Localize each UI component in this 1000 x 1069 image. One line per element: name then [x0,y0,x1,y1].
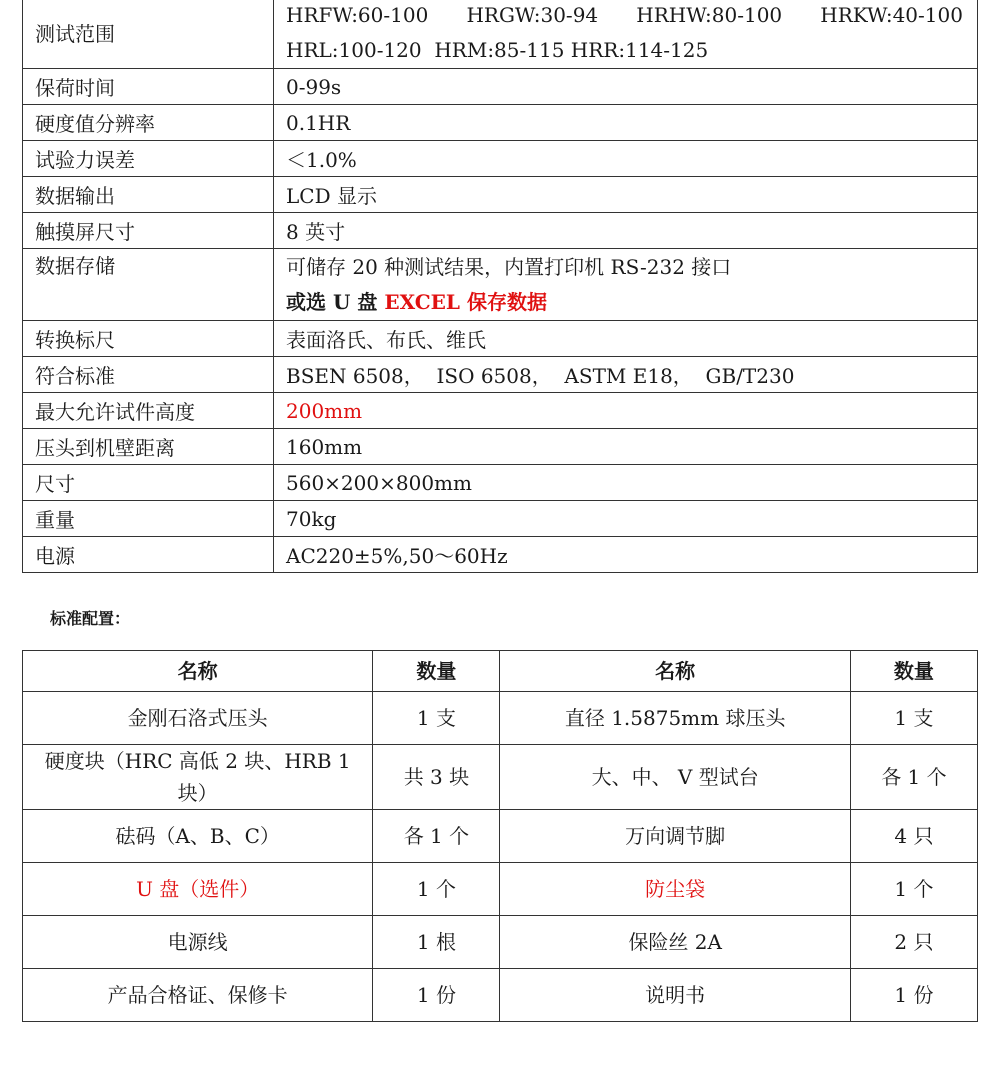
spec-label: 保荷时间 [23,69,274,105]
spec-value: ＜1.0% [274,141,978,177]
config-row [23,863,978,916]
item-name: 说明书 [500,969,850,1022]
spec-value [274,249,978,321]
item-qty: 共 3 块 [373,745,500,810]
spec-table [22,0,978,573]
spec-row [23,465,978,501]
spec-value: 8 英寸 [274,213,978,249]
spec-label: 最大允许试件高度 [23,393,274,429]
range-line-1 [286,0,977,33]
item-name: 大、中、 V 型试台 [500,745,850,810]
range-item: HRGW:30-94 [466,2,599,27]
spec-row [23,69,978,105]
range-item: HRFW:60-100 [286,2,429,27]
spec-row [23,537,978,573]
spec-value: BSEN 6508， ISO 6508， ASTM E18， GB/T230 [274,357,978,393]
item-name: 砝码（A、B、C） [23,810,373,863]
item-qty: 2 只 [850,916,977,969]
spec-row [23,177,978,213]
spec-row [23,321,978,357]
config-row [23,692,978,745]
header-cell: 数量 [850,651,977,692]
spec-row [23,357,978,393]
spec-value: LCD 显示 [274,177,978,213]
spec-value: 70kg [274,501,978,537]
config-header-row [23,651,978,692]
storage-line-1: 可储存 20 种测试结果，内置打印机 RS-232 接口 [286,254,732,279]
spec-label: 压头到机壁距离 [23,429,274,465]
header-cell: 名称 [23,651,373,692]
spec-value: 0.1HR [274,105,978,141]
storage-line-2 [286,285,977,320]
storage-usb-text: 或选 U 盘 [286,289,385,314]
item-qty: 4 只 [850,810,977,863]
storage-excel-text: EXCEL 保存数据 [384,289,547,314]
config-row [23,745,978,810]
item-qty: 1 个 [850,863,977,916]
range-item: HRKW:40-100 [820,2,963,27]
item-name: 直径 1.5875mm 球压头 [500,692,850,745]
spec-label: 硬度值分辨率 [23,105,274,141]
spec-label-text: 数据存储 [35,254,115,278]
config-row [23,969,978,1022]
item-qty: 1 份 [373,969,500,1022]
item-qty: 1 个 [373,863,500,916]
spec-label: 尺寸 [23,465,274,501]
spec-row-test-range [23,0,978,69]
section-title: 标准配置： [50,609,131,628]
spec-row [23,501,978,537]
config-row [23,916,978,969]
spec-row [23,213,978,249]
spec-row-storage [23,249,978,321]
spec-row [23,429,978,465]
spec-label [23,249,274,321]
item-qty: 1 根 [373,916,500,969]
range-line-2: HRL:100-120 HRM:85-115 HRR:114-125 [286,37,709,62]
spec-label: 符合标准 [23,357,274,393]
spec-value: 560×200×800mm [274,465,978,501]
item-qty: 各 1 个 [850,745,977,810]
item-name: 保险丝 2A [500,916,850,969]
spec-label: 重量 [23,501,274,537]
item-name: 金刚石洛式压头 [23,692,373,745]
item-name: 电源线 [23,916,373,969]
spec-label: 电源 [23,537,274,573]
spec-label: 数据输出 [23,177,274,213]
item-name: 产品合格证、保修卡 [23,969,373,1022]
spec-value: AC220±5%,50～60Hz [274,537,978,573]
spec-value: 160mm [274,429,978,465]
item-name: 防尘袋 [500,863,850,916]
spec-row [23,141,978,177]
spec-label: 触摸屏尺寸 [23,213,274,249]
spec-label: 转换标尺 [23,321,274,357]
spec-row [23,393,978,429]
range-item: HRHW:80-100 [636,2,783,27]
spec-value: 200mm [274,393,978,429]
spec-label: 试验力误差 [23,141,274,177]
config-table [22,650,978,1022]
item-qty: 1 份 [850,969,977,1022]
header-cell: 数量 [373,651,500,692]
item-name: 硬度块（HRC 高低 2 块、HRB 1 块） [23,745,373,810]
spec-row [23,105,978,141]
header-cell: 名称 [500,651,850,692]
spec-value: 表面洛氏、布氏、维氏 [274,321,978,357]
item-name: 万向调节脚 [500,810,850,863]
config-row [23,810,978,863]
item-qty: 各 1 个 [373,810,500,863]
item-qty: 1 支 [373,692,500,745]
spec-label: 测试范围 [23,0,274,69]
item-qty: 1 支 [850,692,977,745]
spec-value [274,0,978,69]
item-name: U 盘（选件） [23,863,373,916]
spec-value: 0-99s [274,69,978,105]
